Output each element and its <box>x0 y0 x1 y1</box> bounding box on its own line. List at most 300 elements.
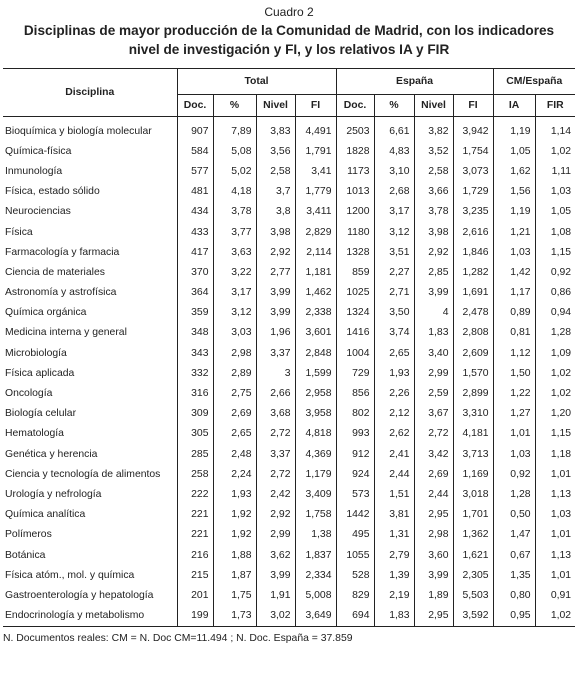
value-cell: 3,713 <box>453 444 493 464</box>
value-cell: 2,829 <box>295 222 336 242</box>
header-cm-espana: CM/España <box>493 69 575 95</box>
value-cell: 1,92 <box>213 525 256 545</box>
value-cell: 2,98 <box>213 343 256 363</box>
value-cell: 2,899 <box>453 383 493 403</box>
value-cell: 2,616 <box>453 222 493 242</box>
discipline-cell: Física, estado sólido <box>5 186 100 198</box>
value-cell: 343 <box>177 343 213 363</box>
value-cell: 1,03 <box>535 505 575 525</box>
table-row <box>3 464 575 484</box>
table-row <box>3 343 575 363</box>
value-cell: 2,95 <box>414 505 453 525</box>
value-cell: 1,83 <box>414 323 453 343</box>
value-cell: 1,93 <box>374 363 414 383</box>
value-cell: 3,17 <box>213 283 256 303</box>
value-cell: 3,78 <box>213 202 256 222</box>
value-cell: 3,8 <box>256 202 295 222</box>
value-cell: 1200 <box>336 202 374 222</box>
value-cell: 2,609 <box>453 343 493 363</box>
value-cell: 1,05 <box>493 141 535 161</box>
value-cell: 859 <box>336 262 374 282</box>
value-cell: 1,09 <box>535 343 575 363</box>
value-cell: 1173 <box>336 161 374 181</box>
value-cell: 0,92 <box>535 262 575 282</box>
discipline-cell: Química-física <box>5 145 72 157</box>
value-cell: 1,14 <box>535 117 575 142</box>
value-cell: 1,179 <box>295 464 336 484</box>
value-cell: 3,958 <box>295 404 336 424</box>
value-cell: 1,18 <box>535 444 575 464</box>
value-cell: 5,008 <box>295 585 336 605</box>
value-cell: 2,71 <box>374 283 414 303</box>
value-cell: 4 <box>414 303 453 323</box>
value-cell: 370 <box>177 262 213 282</box>
value-cell: 2,99 <box>414 363 453 383</box>
value-cell: 3,601 <box>295 323 336 343</box>
value-cell: 316 <box>177 383 213 403</box>
table-row <box>3 141 575 161</box>
value-cell: 3,99 <box>256 565 295 585</box>
value-cell: 1,15 <box>535 424 575 444</box>
table-body <box>3 117 575 627</box>
value-cell: 1,13 <box>535 484 575 504</box>
value-cell: 3,99 <box>256 303 295 323</box>
discipline-cell: Ciencia y tecnología de alimentos <box>5 468 161 480</box>
discipline-cell: Astronomía y astrofísica <box>5 287 117 299</box>
discipline-cell: Genética y herencia <box>5 448 98 460</box>
value-cell: 1,729 <box>453 182 493 202</box>
value-cell: 1,13 <box>535 545 575 565</box>
value-cell: 2,48 <box>213 444 256 464</box>
discipline-cell: Farmacología y farmacia <box>5 246 120 258</box>
value-cell: 1,03 <box>535 182 575 202</box>
value-cell: 3,7 <box>256 182 295 202</box>
value-cell: 4,369 <box>295 444 336 464</box>
value-cell: 2,99 <box>256 525 295 545</box>
value-cell: 3,592 <box>453 606 493 627</box>
value-cell: 1004 <box>336 343 374 363</box>
table-title: Disciplinas de mayor producción de la Comunidad de Madrid, con los indicadores nivel de investigación y FI, y los relativos IA y FIR <box>23 23 555 57</box>
value-cell: 309 <box>177 404 213 424</box>
discipline-cell: Física <box>5 226 33 238</box>
value-cell: 3,10 <box>374 161 414 181</box>
value-cell: 2,58 <box>256 161 295 181</box>
value-cell: 3,60 <box>414 545 453 565</box>
value-cell: 1,96 <box>256 323 295 343</box>
value-cell: 0,86 <box>535 283 575 303</box>
value-cell: 3,82 <box>414 117 453 142</box>
discipline-cell: Biología celular <box>5 408 77 420</box>
discipline-cell: Polímeros <box>5 529 52 541</box>
value-cell: 417 <box>177 242 213 262</box>
value-cell: 2,305 <box>453 565 493 585</box>
value-cell: 216 <box>177 545 213 565</box>
value-cell: 4,491 <box>295 117 336 142</box>
data-table <box>3 68 575 627</box>
value-cell: 222 <box>177 484 213 504</box>
value-cell: 1,362 <box>453 525 493 545</box>
value-cell: 2,85 <box>414 262 453 282</box>
value-cell: 2,338 <box>295 303 336 323</box>
value-cell: 2,42 <box>256 484 295 504</box>
value-cell: 3,22 <box>213 262 256 282</box>
value-cell: 1,91 <box>256 585 295 605</box>
value-cell: 434 <box>177 202 213 222</box>
value-cell: 2,98 <box>414 525 453 545</box>
value-cell: 0,91 <box>535 585 575 605</box>
value-cell: 1,754 <box>453 141 493 161</box>
value-cell: 1,21 <box>493 222 535 242</box>
value-cell: 1,92 <box>213 505 256 525</box>
value-cell: 1,19 <box>493 202 535 222</box>
header-pct: % <box>374 95 414 117</box>
value-cell: 0,92 <box>493 464 535 484</box>
value-cell: 1,02 <box>535 141 575 161</box>
value-cell: 3,018 <box>453 484 493 504</box>
value-cell: 1,701 <box>453 505 493 525</box>
value-cell: 2,77 <box>256 262 295 282</box>
value-cell: 359 <box>177 303 213 323</box>
table-row <box>3 161 575 181</box>
value-cell: 3,63 <box>213 242 256 262</box>
value-cell: 0,94 <box>535 303 575 323</box>
value-cell: 2,65 <box>213 424 256 444</box>
value-cell: 1,621 <box>453 545 493 565</box>
value-cell: 1,462 <box>295 283 336 303</box>
value-cell: 3,78 <box>414 202 453 222</box>
value-cell: 1,15 <box>535 242 575 262</box>
value-cell: 2,75 <box>213 383 256 403</box>
discipline-cell: Endocrinología y metabolismo <box>3 606 177 627</box>
value-cell: 3,62 <box>256 545 295 565</box>
value-cell: 2,334 <box>295 565 336 585</box>
value-cell: 2,59 <box>414 383 453 403</box>
value-cell: 201 <box>177 585 213 605</box>
value-cell: 2,808 <box>453 323 493 343</box>
table-row <box>3 222 575 242</box>
value-cell: 3,411 <box>295 202 336 222</box>
value-cell: 3,41 <box>295 161 336 181</box>
table-row <box>3 424 575 444</box>
header-fi: FI <box>453 95 493 117</box>
discipline-cell: Oncología <box>5 388 53 400</box>
table-row <box>3 242 575 262</box>
value-cell: 1,01 <box>535 565 575 585</box>
value-cell: 221 <box>177 505 213 525</box>
value-cell: 3 <box>256 363 295 383</box>
value-cell: 2,58 <box>414 161 453 181</box>
value-cell: 215 <box>177 565 213 585</box>
value-cell: 1,05 <box>535 202 575 222</box>
value-cell: 924 <box>336 464 374 484</box>
table-row <box>3 525 575 545</box>
value-cell: 3,942 <box>453 117 493 142</box>
table-caption: Cuadro 2 <box>264 5 314 19</box>
table-row <box>3 404 575 424</box>
header-disciplina: Disciplina <box>3 69 177 117</box>
value-cell: 3,74 <box>374 323 414 343</box>
discipline-cell: Medicina interna y general <box>5 327 127 339</box>
value-cell: 2,44 <box>374 464 414 484</box>
table-row <box>3 363 575 383</box>
value-cell: 1180 <box>336 222 374 242</box>
value-cell: 364 <box>177 283 213 303</box>
value-cell: 1,17 <box>493 283 535 303</box>
value-cell: 3,02 <box>256 606 295 627</box>
value-cell: 3,99 <box>414 283 453 303</box>
value-cell: 3,77 <box>213 222 256 242</box>
value-cell: 481 <box>177 182 213 202</box>
discipline-cell: Gastroenterología y hepatología <box>5 589 154 601</box>
value-cell: 4,18 <box>213 182 256 202</box>
value-cell: 1,02 <box>535 606 575 627</box>
value-cell: 2,89 <box>213 363 256 383</box>
value-cell: 199 <box>177 606 213 627</box>
value-cell: 1,01 <box>535 525 575 545</box>
value-cell: 1,02 <box>535 383 575 403</box>
discipline-cell: Microbiología <box>5 347 67 359</box>
table-row <box>3 505 575 525</box>
value-cell: 829 <box>336 585 374 605</box>
discipline-cell: Botánica <box>5 549 46 561</box>
value-cell: 7,89 <box>213 117 256 142</box>
value-cell: 285 <box>177 444 213 464</box>
value-cell: 802 <box>336 404 374 424</box>
value-cell: 1,88 <box>213 545 256 565</box>
value-cell: 912 <box>336 444 374 464</box>
value-cell: 3,68 <box>256 404 295 424</box>
value-cell: 907 <box>177 117 213 142</box>
value-cell: 2,69 <box>414 464 453 484</box>
table-row <box>3 262 575 282</box>
value-cell: 2,41 <box>374 444 414 464</box>
value-cell: 1,62 <box>493 161 535 181</box>
value-cell: 1,56 <box>493 182 535 202</box>
value-cell: 729 <box>336 363 374 383</box>
value-cell: 2,92 <box>256 242 295 262</box>
value-cell: 3,42 <box>414 444 453 464</box>
value-cell: 1013 <box>336 182 374 202</box>
value-cell: 1828 <box>336 141 374 161</box>
value-cell: 2,26 <box>374 383 414 403</box>
value-cell: 305 <box>177 424 213 444</box>
value-cell: 2,65 <box>374 343 414 363</box>
value-cell: 3,98 <box>414 222 453 242</box>
value-cell: 1,846 <box>453 242 493 262</box>
value-cell: 0,95 <box>493 606 535 627</box>
value-cell: 3,37 <box>256 444 295 464</box>
header-fi: FI <box>295 95 336 117</box>
value-cell: 2,92 <box>414 242 453 262</box>
value-cell: 2,958 <box>295 383 336 403</box>
value-cell: 433 <box>177 222 213 242</box>
table-row <box>3 383 575 403</box>
value-cell: 332 <box>177 363 213 383</box>
value-cell: 1,27 <box>493 404 535 424</box>
value-cell: 3,51 <box>374 242 414 262</box>
value-cell: 0,80 <box>493 585 535 605</box>
value-cell: 3,98 <box>256 222 295 242</box>
value-cell: 1,169 <box>453 464 493 484</box>
value-cell: 1,19 <box>493 117 535 142</box>
value-cell: 3,409 <box>295 484 336 504</box>
value-cell: 1,181 <box>295 262 336 282</box>
value-cell: 3,03 <box>213 323 256 343</box>
table-row <box>3 484 575 504</box>
value-cell: 0,50 <box>493 505 535 525</box>
discipline-cell: Urología y nefrología <box>5 488 102 500</box>
value-cell: 1,22 <box>493 383 535 403</box>
value-cell: 2503 <box>336 117 374 142</box>
value-cell: 1328 <box>336 242 374 262</box>
value-cell: 3,310 <box>453 404 493 424</box>
value-cell: 4,818 <box>295 424 336 444</box>
value-cell: 1,87 <box>213 565 256 585</box>
header-ia: IA <box>493 95 535 117</box>
value-cell: 2,92 <box>256 505 295 525</box>
header-nivel: Nivel <box>414 95 453 117</box>
value-cell: 1,31 <box>374 525 414 545</box>
discipline-cell: Neurociencias <box>5 206 71 218</box>
table-row <box>3 283 575 303</box>
value-cell: 221 <box>177 525 213 545</box>
value-cell: 3,235 <box>453 202 493 222</box>
value-cell: 1,01 <box>493 424 535 444</box>
value-cell: 258 <box>177 464 213 484</box>
table-row <box>3 303 575 323</box>
table-row <box>3 323 575 343</box>
value-cell: 1,39 <box>374 565 414 585</box>
value-cell: 4,181 <box>453 424 493 444</box>
table-row <box>3 606 575 627</box>
value-cell: 1,779 <box>295 182 336 202</box>
value-cell: 2,27 <box>374 262 414 282</box>
value-cell: 1025 <box>336 283 374 303</box>
value-cell: 3,40 <box>414 343 453 363</box>
value-cell: 0,89 <box>493 303 535 323</box>
value-cell: 584 <box>177 141 213 161</box>
value-cell: 1,73 <box>213 606 256 627</box>
value-cell: 3,67 <box>414 404 453 424</box>
value-cell: 2,68 <box>374 182 414 202</box>
value-cell: 1,75 <box>213 585 256 605</box>
header-fir: FIR <box>535 95 575 117</box>
value-cell: 3,56 <box>256 141 295 161</box>
value-cell: 1,47 <box>493 525 535 545</box>
value-cell: 2,24 <box>213 464 256 484</box>
value-cell: 3,66 <box>414 182 453 202</box>
discipline-cell: Hematología <box>5 428 64 440</box>
value-cell: 694 <box>336 606 374 627</box>
discipline-cell: Química orgánica <box>5 307 87 319</box>
discipline-cell: Física atóm., mol. y química <box>5 569 135 581</box>
value-cell: 1,08 <box>535 222 575 242</box>
value-cell: 1,28 <box>535 323 575 343</box>
value-cell: 1,02 <box>535 363 575 383</box>
value-cell: 3,81 <box>374 505 414 525</box>
value-cell: 4,83 <box>374 141 414 161</box>
value-cell: 1,35 <box>493 565 535 585</box>
value-cell: 1,03 <box>493 242 535 262</box>
value-cell: 1,12 <box>493 343 535 363</box>
value-cell: 2,62 <box>374 424 414 444</box>
value-cell: 1442 <box>336 505 374 525</box>
value-cell: 1,837 <box>295 545 336 565</box>
value-cell: 3,12 <box>213 303 256 323</box>
value-cell: 1,691 <box>453 283 493 303</box>
value-cell: 2,79 <box>374 545 414 565</box>
table-row <box>3 545 575 565</box>
value-cell: 495 <box>336 525 374 545</box>
discipline-cell: Química analítica <box>5 509 86 521</box>
value-cell: 2,19 <box>374 585 414 605</box>
value-cell: 5,503 <box>453 585 493 605</box>
value-cell: 1,758 <box>295 505 336 525</box>
value-cell: 2,66 <box>256 383 295 403</box>
header-total: Total <box>177 69 336 95</box>
value-cell: 5,02 <box>213 161 256 181</box>
table-note: N. Documentos reales: CM = N. Doc CM=11.494 ; N. Doc. España = 37.859 <box>3 632 353 644</box>
discipline-cell: Ciencia de materiales <box>5 266 105 278</box>
value-cell: 3,17 <box>374 202 414 222</box>
value-cell: 1,38 <box>295 525 336 545</box>
discipline-cell: Bioquímica y biología molecular <box>5 125 152 137</box>
value-cell: 5,08 <box>213 141 256 161</box>
table-row <box>3 444 575 464</box>
value-cell: 348 <box>177 323 213 343</box>
value-cell: 2,72 <box>414 424 453 444</box>
value-cell: 528 <box>336 565 374 585</box>
value-cell: 2,478 <box>453 303 493 323</box>
value-cell: 6,61 <box>374 117 414 142</box>
value-cell: 1,20 <box>535 404 575 424</box>
value-cell: 3,52 <box>414 141 453 161</box>
value-cell: 2,72 <box>256 424 295 444</box>
value-cell: 2,72 <box>256 464 295 484</box>
value-cell: 1,03 <box>493 444 535 464</box>
value-cell: 0,81 <box>493 323 535 343</box>
value-cell: 1,599 <box>295 363 336 383</box>
value-cell: 2,12 <box>374 404 414 424</box>
value-cell: 3,99 <box>414 565 453 585</box>
table-row <box>3 565 575 585</box>
header-espana: España <box>336 69 493 95</box>
value-cell: 3,073 <box>453 161 493 181</box>
value-cell: 1,01 <box>535 464 575 484</box>
discipline-cell: Inmunología <box>5 165 63 177</box>
value-cell: 573 <box>336 484 374 504</box>
value-cell: 1,93 <box>213 484 256 504</box>
value-cell: 3,37 <box>256 343 295 363</box>
value-cell: 3,83 <box>256 117 295 142</box>
value-cell: 1,50 <box>493 363 535 383</box>
value-cell: 3,649 <box>295 606 336 627</box>
table-row <box>3 202 575 222</box>
value-cell: 1,791 <box>295 141 336 161</box>
value-cell: 2,95 <box>414 606 453 627</box>
value-cell: 993 <box>336 424 374 444</box>
value-cell: 2,848 <box>295 343 336 363</box>
value-cell: 1,28 <box>493 484 535 504</box>
value-cell: 856 <box>336 383 374 403</box>
header-nivel: Nivel <box>256 95 295 117</box>
value-cell: 2,44 <box>414 484 453 504</box>
value-cell: 577 <box>177 161 213 181</box>
value-cell: 1055 <box>336 545 374 565</box>
value-cell: 0,67 <box>493 545 535 565</box>
value-cell: 1,282 <box>453 262 493 282</box>
table-row <box>3 117 575 142</box>
